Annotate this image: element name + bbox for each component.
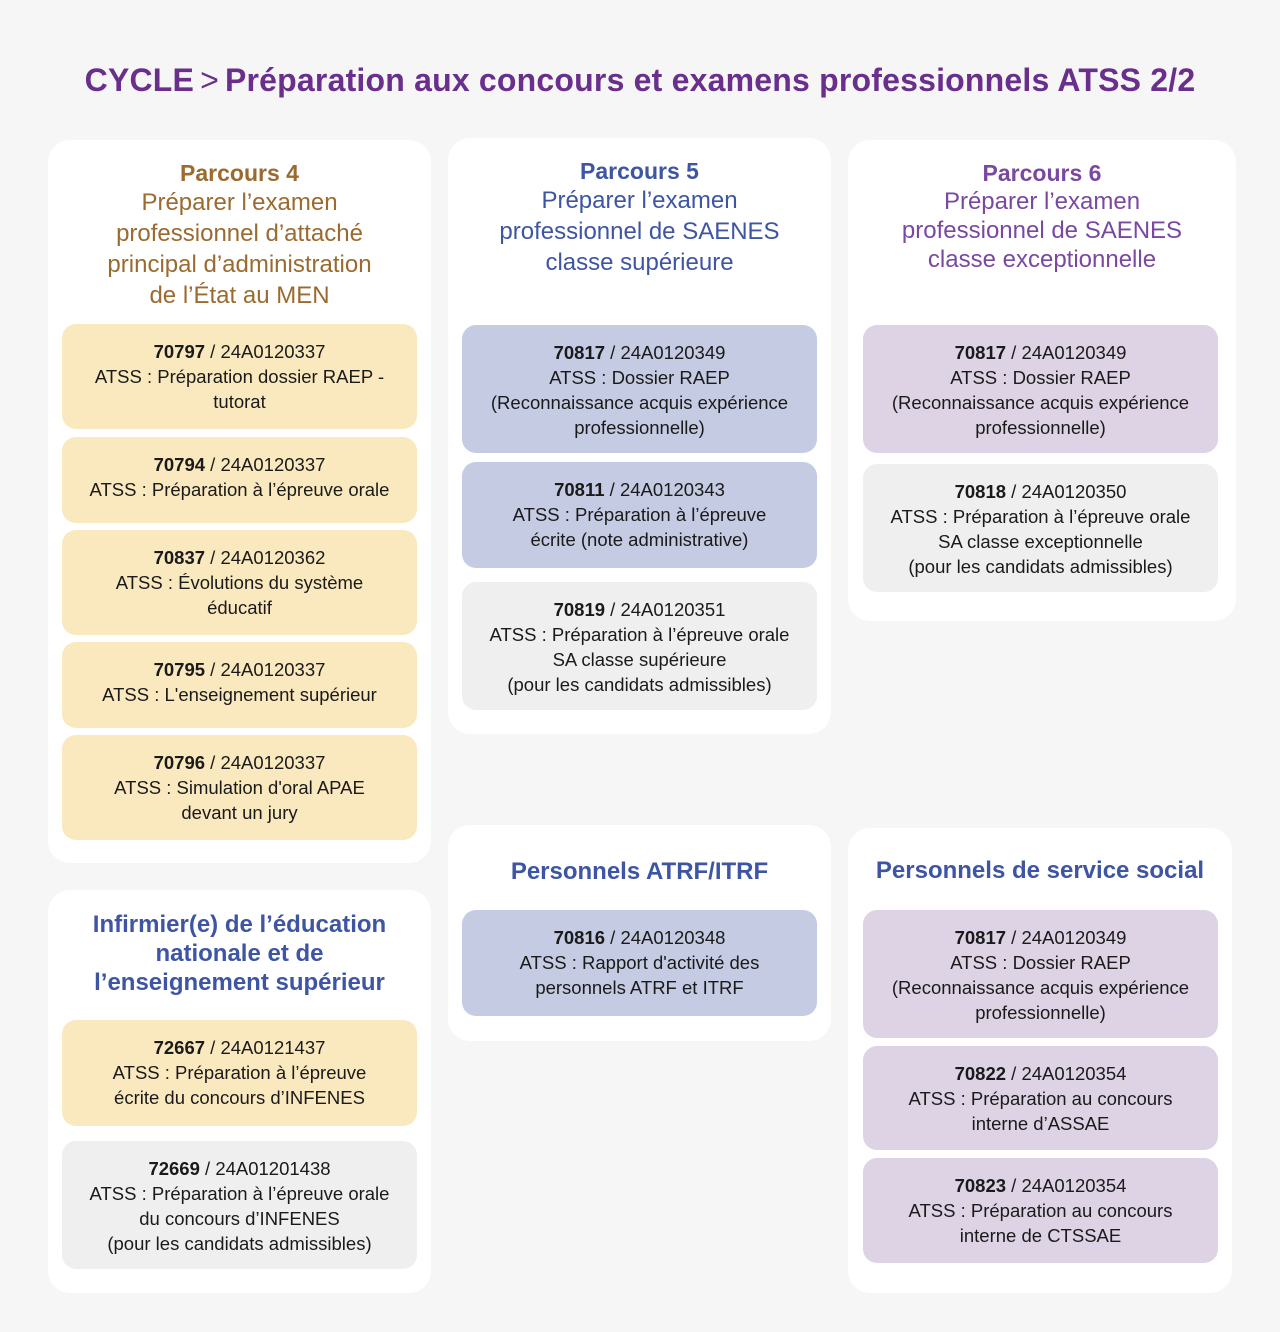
course-desc-line: ATSS : Préparation à l’épreuve orale [489,624,790,645]
course-code: 70797 [153,341,206,362]
infirmier-header [48,910,431,997]
course-code: 70817 [954,342,1007,363]
parcours-4-name: Parcours 4 [180,160,299,186]
course-desc-line: (Reconnaissance acquis expérience [891,392,1190,413]
course-desc-line: du concours d’INFENES [139,1208,340,1229]
course-ref: 24A0120349 [1021,927,1127,948]
panel-infirmier [48,890,431,1293]
course-desc-line: professionnelle) [574,417,705,438]
course-desc-line: ATSS : Évolutions du système [115,572,364,593]
parcours-5-name: Parcours 5 [580,158,699,184]
parcours-6-subtitle-line: Préparer l’examen [943,188,1141,215]
course-desc-line: SA classe exceptionnelle [938,531,1143,552]
course-card[interactable]: 70822 / 24A0120354 ATSS : Préparation au concours interne d’ASSAE [863,1046,1218,1150]
course-ref: 24A0120354 [1021,1063,1127,1084]
course-code: 70819 [553,599,606,620]
parcours-5-subtitle-line: Préparer l’examen [541,187,738,214]
course-code: 70795 [153,659,206,680]
parcours-4-header [48,160,431,311]
course-desc-line: ATSS : Préparation à l’épreuve orale [89,1183,390,1204]
parcours-5-subtitle-line: professionnel de SAENES [499,218,780,245]
parcours-6-name: Parcours 6 [982,160,1102,186]
course-desc-line: ATSS : Préparation à l’épreuve [512,504,767,525]
course-code: 70811 [554,479,605,500]
course-code: 70816 [553,927,606,948]
course-code: 70817 [954,927,1007,948]
course-ref: 24A0120349 [1021,342,1127,363]
panel-atrf-itrf [448,825,831,1041]
course-card[interactable]: 72667 / 24A0121437 ATSS : Préparation à l’épreuve écrite du concours d’INFENES [62,1020,417,1126]
course-desc-line: ATSS : Préparation à l’épreuve orale [89,479,390,500]
course-ref: 24A0120337 [220,752,326,773]
course-code: 70818 [954,481,1007,502]
parcours-4-subtitle-line: principal d’administration [107,251,372,278]
infirmier-title-line: l’enseignement supérieur [94,969,385,996]
parcours-6-subtitle-line: professionnel de SAENES [901,217,1183,244]
course-desc-line: (pour les candidats admissibles) [107,1233,372,1254]
course-desc-line: devant un jury [181,802,298,823]
parcours-4-subtitle-line: professionnel d’attaché [116,220,363,247]
course-ref: 24A0120337 [220,454,326,475]
parcours-6-header [848,160,1236,274]
panel-service-social [848,828,1232,1293]
course-ref: 24A0120351 [620,599,726,620]
course-desc-line: ATSS : Rapport d'activité des [519,952,760,973]
parcours-4-subtitle-line: de l’État au MEN [149,282,330,309]
course-desc-line: ATSS : Préparation au concours [908,1088,1173,1109]
course-desc-line: interne de CTSSAE [959,1225,1122,1246]
course-desc-line: (pour les candidats admissibles) [908,556,1173,577]
course-desc-line: (pour les candidats admissibles) [507,674,772,695]
course-card[interactable]: 70816 / 24A0120348 ATSS : Rapport d'activité des personnels ATRF et ITRF [462,910,817,1016]
course-desc-line: (Reconnaissance acquis expérience [490,392,789,413]
social-title: Personnels de service social [875,857,1205,884]
course-ref: 24A0120343 [619,479,725,500]
course-ref: 24A0120337 [220,341,326,362]
course-code: 70796 [153,752,206,773]
course-desc-line: tutorat [213,391,266,412]
infirmier-title-line: nationale et de [155,940,324,967]
course-desc-line: ATSS : Dossier RAEP [950,952,1131,973]
panel-parcours-4 [48,140,431,863]
course-card[interactable]: 70837 / 24A0120362 ATSS : Évolutions du système éducatif [62,530,417,635]
panel-parcours-6 [848,140,1236,621]
title-separator: > [200,62,219,98]
course-desc-line: ATSS : Dossier RAEP [549,367,730,388]
course-card[interactable]: 70817 / 24A0120349 ATSS : Dossier RAEP (Reconnaissance acquis expérience professionnelle) [462,325,817,453]
course-desc-line: ATSS : Dossier RAEP [950,367,1131,388]
course-ref: 24A0120362 [220,547,326,568]
course-desc-line: SA classe supérieure [552,649,727,670]
course-ref: 24A01201438 [215,1158,331,1179]
parcours-5-subtitle-line: classe supérieure [545,249,734,276]
course-desc-line: ATSS : Simulation d'oral APAE [114,777,365,798]
title-main: Préparation aux concours et examens professionnels ATSS 2/2 [224,62,1196,98]
course-ref: 24A0120348 [620,927,726,948]
course-card[interactable]: 70818 / 24A0120350 ATSS : Préparation à l’épreuve orale SA classe exceptionnelle (pour les candidats admissibles) [863,464,1218,592]
course-code: 72669 [148,1158,200,1179]
parcours-6-subtitle-line: classe exceptionnelle [927,246,1157,273]
course-card[interactable]: 70817 / 24A0120349 ATSS : Dossier RAEP (Reconnaissance acquis expérience professionnelle) [863,325,1218,453]
course-card[interactable]: 70823 / 24A0120354 ATSS : Préparation au concours interne de CTSSAE [863,1158,1218,1263]
course-code: 70822 [954,1063,1007,1084]
course-code: 70837 [153,547,206,568]
parcours-5-header [448,158,831,278]
atrf-title: Personnels ATRF/ITRF [510,858,769,885]
parcours-4-subtitle-line: Préparer l’examen [141,189,338,216]
course-card[interactable]: 70811 / 24A0120343 ATSS : Préparation à l’épreuve écrite (note administrative) [462,462,817,568]
course-card[interactable]: 70794 / 24A0120337 ATSS : Préparation à l’épreuve orale [62,437,417,523]
course-code: 70823 [954,1175,1007,1196]
course-code: 72667 [153,1037,206,1058]
course-ref: 24A0120350 [1021,481,1127,502]
course-ref: 24A0120354 [1021,1175,1127,1196]
course-desc-line: ATSS : Préparation dossier RAEP - [94,366,385,387]
page-title [0,62,1280,99]
social-header [848,856,1232,885]
course-desc-line: écrite du concours d’INFENES [114,1087,365,1108]
course-card[interactable]: 70819 / 24A0120351 ATSS : Préparation à l’épreuve orale SA classe supérieure (pour les candidats admissibles) [462,582,817,710]
atrf-header [448,857,831,886]
course-card[interactable]: 72669 / 24A01201438 ATSS : Préparation à l’épreuve orale du concours d’INFENES (pour les candidats admissibles) [62,1141,417,1269]
course-code: 70794 [153,454,206,475]
course-desc-line: professionnelle) [975,417,1106,438]
course-code: 70817 [553,342,606,363]
course-desc-line: éducatif [207,597,272,618]
course-card[interactable]: 70817 / 24A0120349 ATSS : Dossier RAEP (Reconnaissance acquis expérience professionnelle) [863,910,1218,1038]
course-desc-line: ATSS : Préparation au concours [908,1200,1173,1221]
course-desc-line: (Reconnaissance acquis expérience [891,977,1190,998]
course-card[interactable]: 70795 / 24A0120337 ATSS : L'enseignement supérieur [62,642,417,728]
course-card[interactable]: 70796 / 24A0120337 ATSS : Simulation d'oral APAE devant un jury [62,735,417,840]
course-ref: 24A0120349 [620,342,726,363]
course-desc-line: personnels ATRF et ITRF [535,977,744,998]
panel-parcours-5 [448,138,831,734]
course-ref: 24A0121437 [220,1037,326,1058]
course-desc-line: professionnelle) [975,1002,1106,1023]
course-desc-line: ATSS : Préparation à l’épreuve [112,1062,367,1083]
course-desc-line: ATSS : L'enseignement supérieur [102,684,377,705]
course-ref: 24A0120337 [220,659,326,680]
course-card[interactable]: 70797 / 24A0120337 ATSS : Préparation dossier RAEP - tutorat [62,324,417,429]
course-desc-line: écrite (note administrative) [530,529,749,550]
infirmier-title-line: Infirmier(e) de l’éducation [92,911,387,938]
title-prefix: CYCLE [84,62,195,98]
course-desc-line: ATSS : Préparation à l’épreuve orale [890,506,1191,527]
course-desc-line: interne d’ASSAE [971,1113,1110,1134]
